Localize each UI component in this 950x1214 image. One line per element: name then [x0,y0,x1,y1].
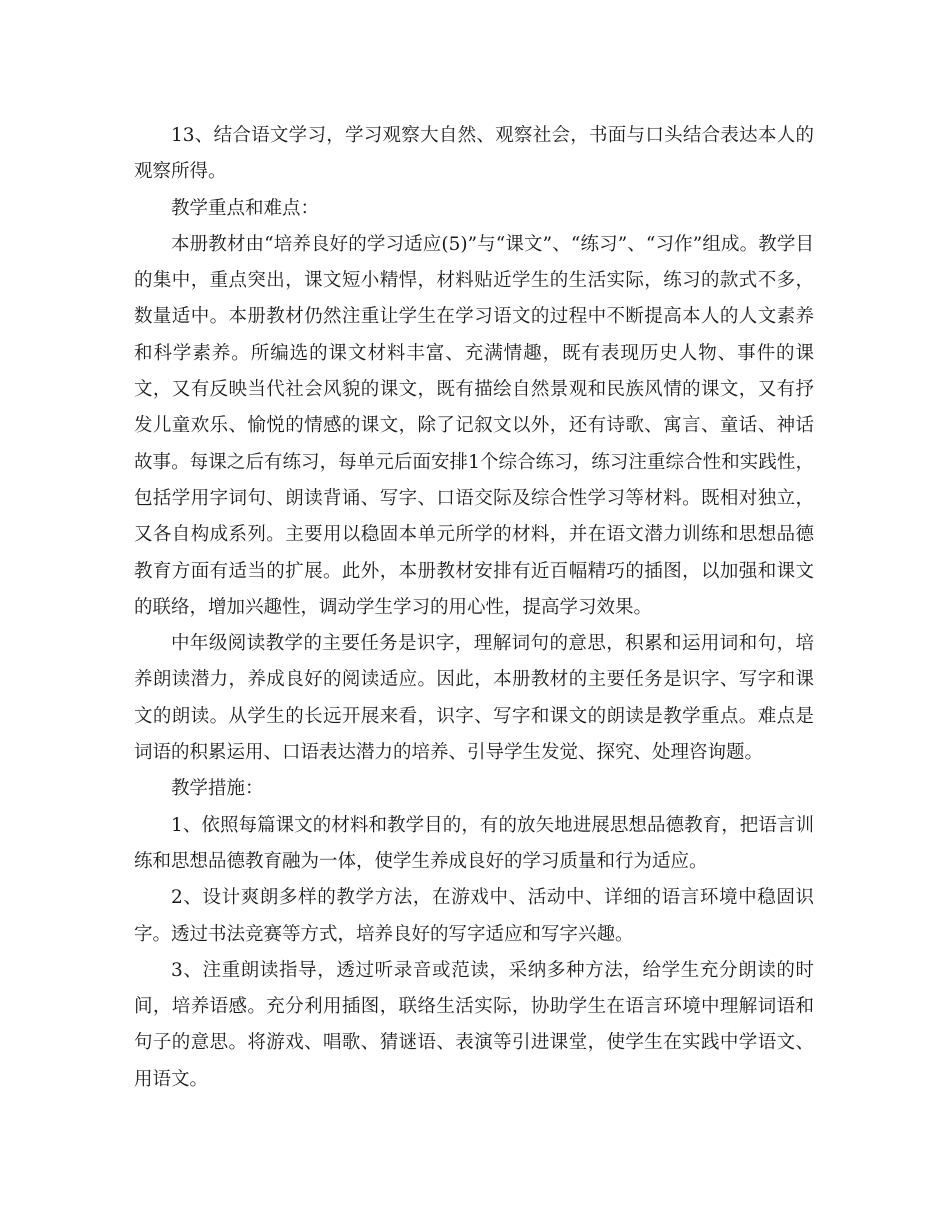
heading-key-points: 教学重点和难点： [171,197,320,219]
paragraph-textbook-overview: 本册教材由“培养良好的学习适应(5)”与“课文”、“练习”、“习作”组成。教学目的集中，重点突出，课文短小精悍，材料贴近学生的生活实际，练习的款式不多，数量适中。本册教材仍然注重让学生在学习语文的过程中不断提高本人的人文素养和科学素养。所编选的课文材料丰富、充满情趣，既有表现历史人物、事件的课文，又有反映当代社会风貌的课文，既有描绘自然景观和民族风情的课文，又有抒发儿童欢乐、愉悦的情感的课文，除了记叙文以外，还有诗歌、寓言、童话、神话故事。每课之后有练习，每单元后面安排1个综合练习，练习注重综合性和实践性，包括学用字词句、朗读背诵、写字、口语交际及综合性学习等材料。既相对独立，又各自构成系列。主要用以稳固本单元所学的材料，并在语文潜力训练和思想品德教育方面有适当的扩展。此外，本册教材安排有近百幅精巧的插图，以加强和课文的联络，增加兴趣性，调动学生学习的用心性，提高学习效果。 [134,233,814,618]
paragraph-measure-2: 2、设计爽朗多样的教学方法，在游戏中、活动中、详细的语言环境中稳固识字。透过书法竞赛等方式，培养良好的写字适应和写字兴趣。 [134,887,814,945]
paragraph-observation-goal: 13、结合语文学习，学习观察大自然、观察社会，书面与口头结合表达本人的观察所得。 [134,125,814,183]
heading-teaching-measures: 教学措施： [171,778,264,800]
document-body [134,118,814,1098]
paragraph-measure-3: 3、注重朗读指导，透过听录音或范读，采纳多种方法，给学生充分朗读的时间，培养语感。充分利用插图，联络生活实际，协助学生在语言环境中理解词语和句子的意思。将游戏、唱歌、猜谜语、表演等引进课堂，使学生在实践中学语文、用语文。 [134,959,814,1090]
paragraph-measure-1: 1、依照每篇课文的材料和教学目的，有的放矢地进展思想品德教育，把语言训练和思想品德教育融为一体，使学生养成良好的学习质量和行为适应。 [134,814,814,872]
paragraph-reading-tasks: 中年级阅读教学的主要任务是识字，理解词句的意思，积累和运用词和句，培养朗读潜力，养成良好的阅读适应。因此，本册教材的主要任务是识字、写字和课文的朗读。从学生的长远开展来看，识字、写字和课文的朗读是教学重点。难点是词语的积累运用、口语表达潜力的培养、引导学生发觉、探究、处理咨询题。 [134,633,814,764]
